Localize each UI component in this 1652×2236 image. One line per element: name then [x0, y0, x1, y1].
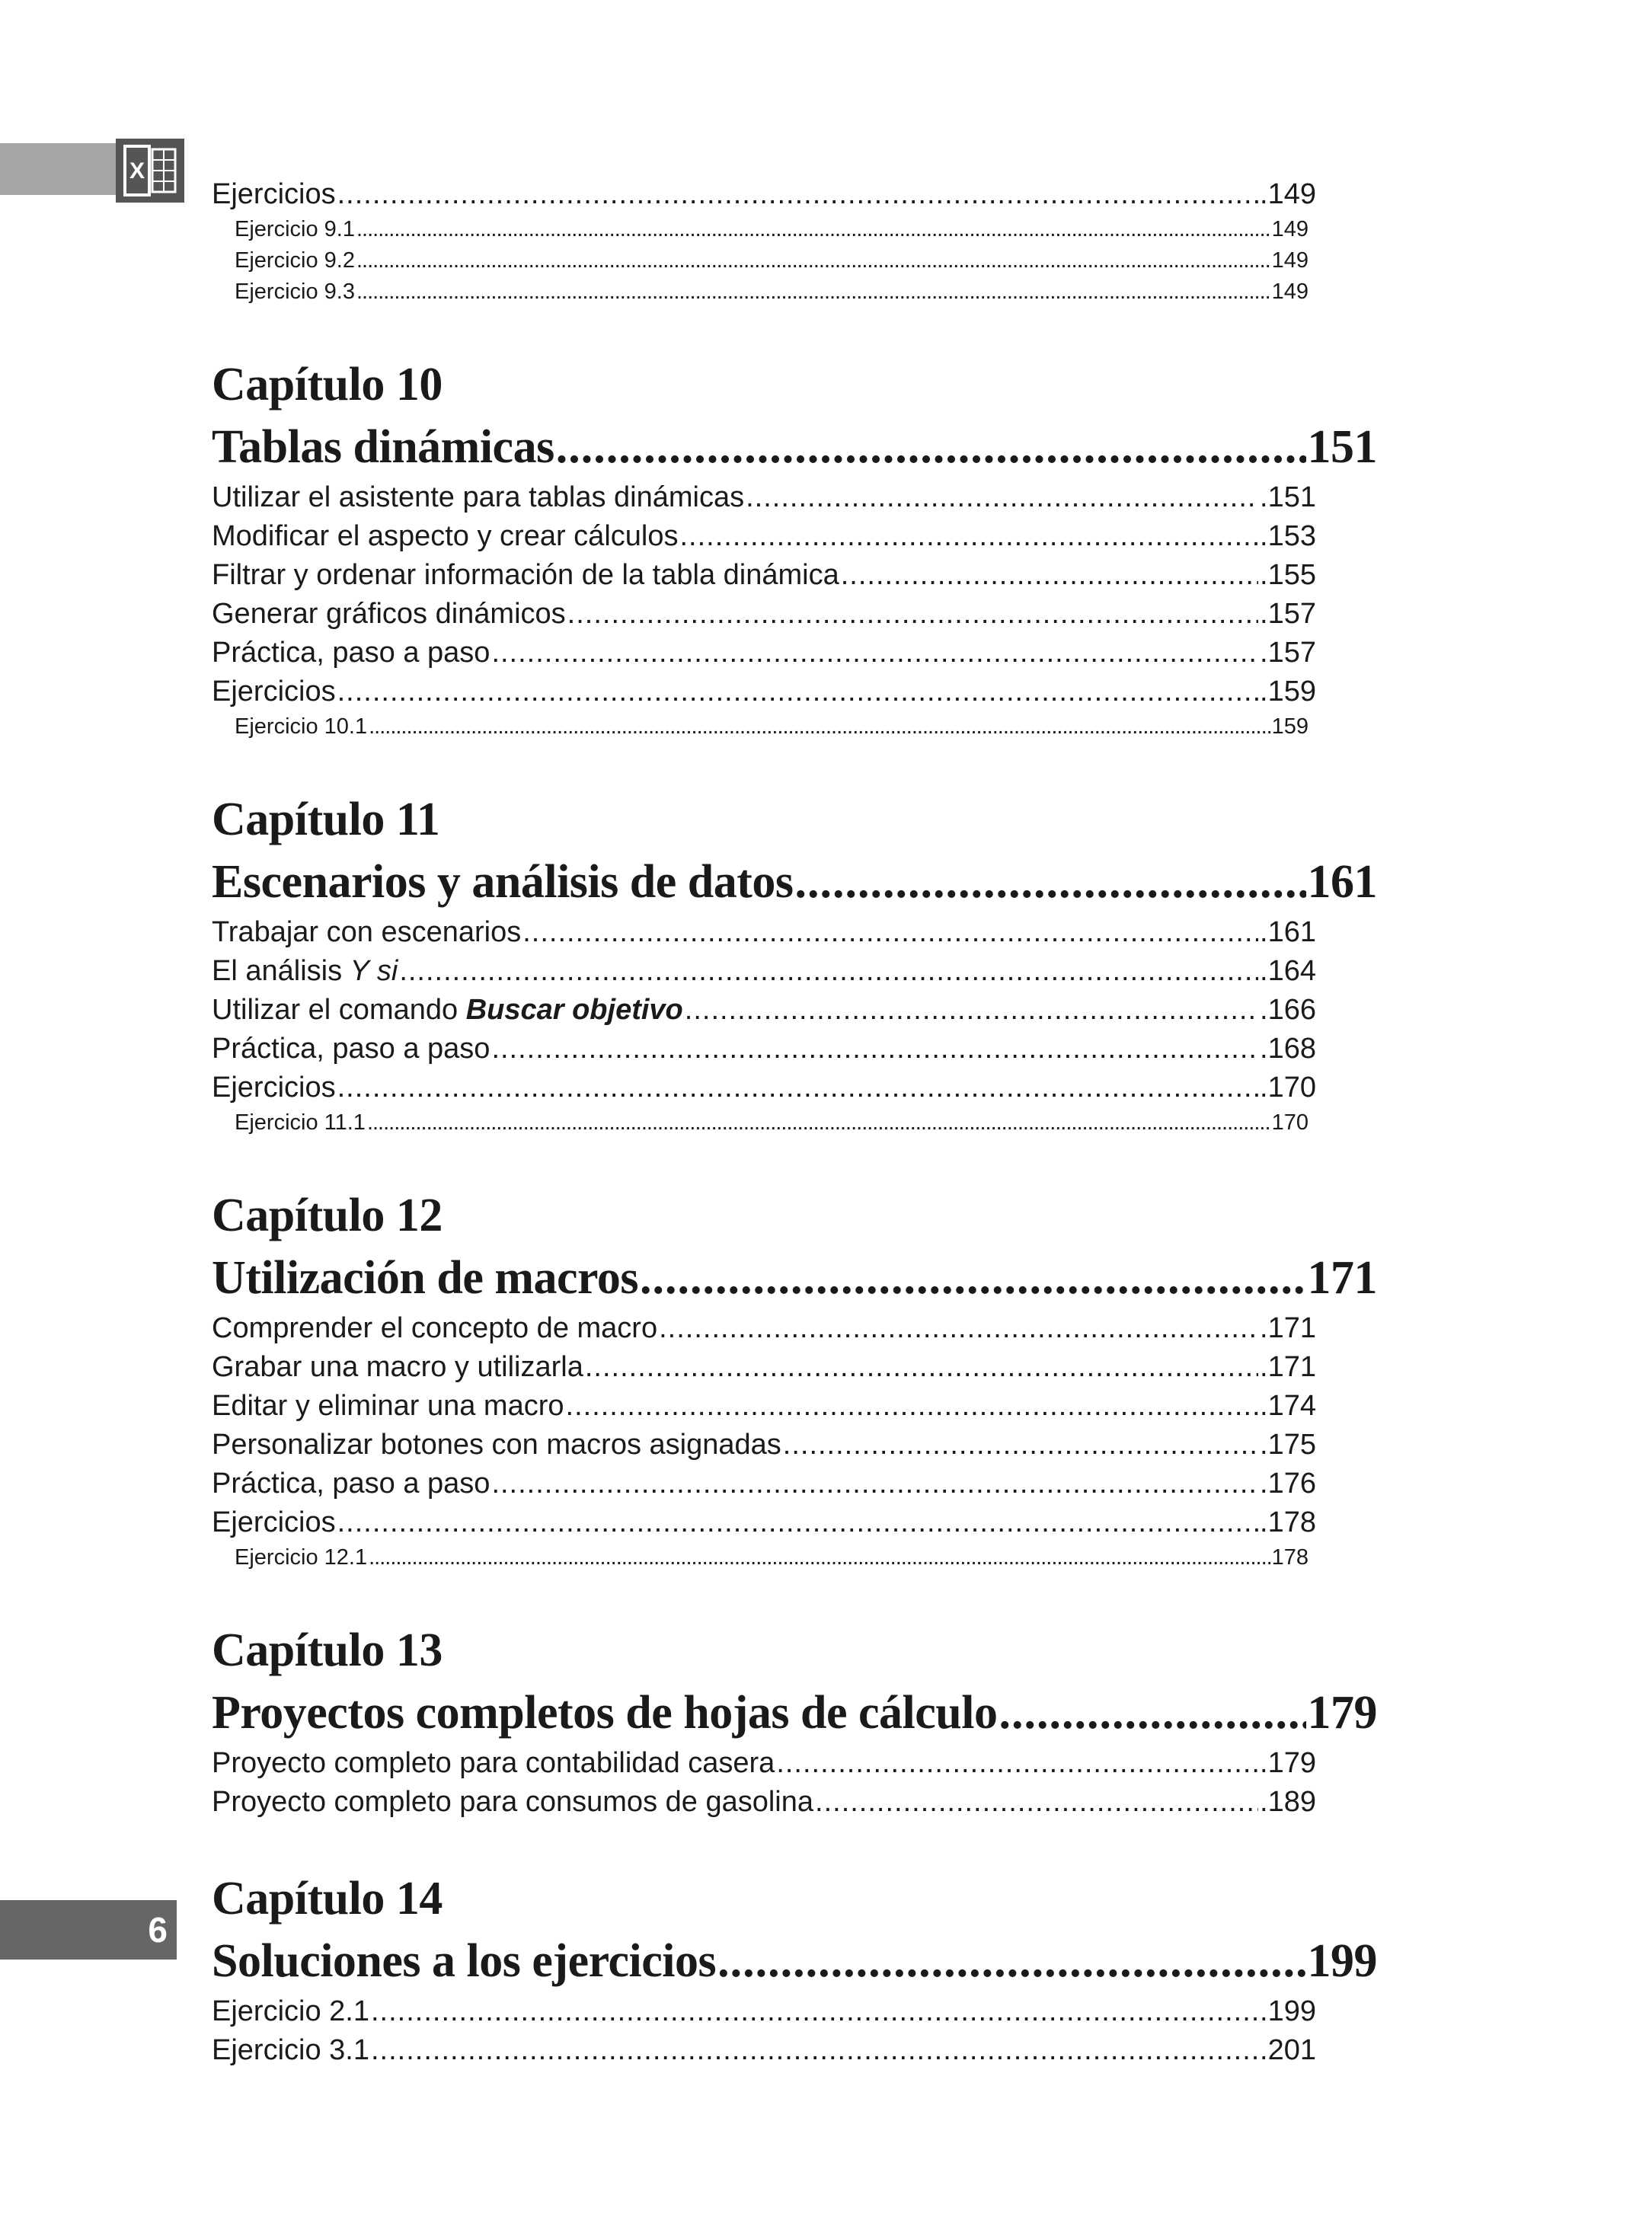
chapter-title: Proyectos completos de hojas de cálculo — [212, 1687, 998, 1739]
toc-entry[interactable] — [212, 672, 1316, 711]
toc-subentry-title: Ejercicio 11.1 — [235, 1110, 366, 1135]
dot-leader — [999, 1682, 1305, 1744]
chapter-page: 179 — [1307, 1687, 1377, 1739]
toc-entry-page: . 157 — [1260, 634, 1316, 672]
dot-leader — [337, 1068, 1258, 1107]
dot-leader — [371, 2031, 1258, 2070]
toc-entry-title: Ejercicio 2.1 — [212, 1995, 369, 2027]
dot-leader — [356, 245, 1270, 276]
toc-entry-title: Práctica, paso a paso — [212, 1033, 490, 1065]
toc-entry-title: Modificar el aspecto y crear cálculos — [212, 520, 679, 552]
toc-subentry[interactable] — [212, 214, 1308, 245]
toc-entry[interactable] — [212, 913, 1316, 952]
dot-leader — [337, 672, 1258, 711]
dot-leader — [491, 1030, 1258, 1068]
toc-chapter-12 — [212, 1184, 1377, 1573]
toc-entry-title: Generar gráficos dinámicos — [212, 598, 566, 630]
dot-leader — [367, 1107, 1270, 1139]
dot-leader — [356, 214, 1270, 245]
toc-entry-page: . 159 — [1260, 672, 1316, 711]
chapter-label: Capítulo 13 — [212, 1624, 443, 1676]
toc-entry[interactable] — [212, 1783, 1316, 1822]
chapter-title: Escenarios y análisis de datos — [212, 856, 794, 908]
toc-entry[interactable] — [212, 595, 1316, 634]
toc-entry-page: . 161 — [1260, 913, 1316, 952]
toc-entry-title: Editar y eliminar una macro — [212, 1390, 564, 1422]
dot-leader — [337, 175, 1258, 214]
dot-leader — [659, 1309, 1258, 1348]
toc-entry[interactable] — [212, 952, 1316, 991]
toc-entry-page: . 171 — [1260, 1309, 1316, 1348]
toc-subentry-page: 149 — [1271, 280, 1308, 304]
dot-leader — [369, 711, 1270, 743]
toc-entry-title: Proyecto completo para contabilidad casera — [212, 1747, 775, 1779]
toc-entry[interactable] — [212, 1309, 1316, 1348]
toc-chapter-10 — [212, 353, 1377, 743]
toc-chapter-11 — [212, 788, 1377, 1139]
toc-subentry[interactable] — [212, 1107, 1308, 1139]
toc-subentry-title: Ejercicio 9.1 — [235, 217, 355, 241]
dot-leader — [371, 1992, 1258, 2031]
toc-entry[interactable] — [212, 1465, 1316, 1503]
toc-entry-title — [212, 952, 398, 991]
toc-entry-page: . 179 — [1260, 1744, 1316, 1783]
toc-subentry-page: 178 — [1271, 1545, 1308, 1570]
toc-entry[interactable] — [212, 1426, 1316, 1465]
toc-entry-title: Ejercicios — [212, 676, 336, 708]
toc-entry[interactable] — [212, 478, 1316, 517]
chapter-label: Capítulo 11 — [212, 794, 440, 845]
chapter-label: Capítulo 10 — [212, 359, 443, 410]
toc-entry-page: . 168 — [1260, 1030, 1316, 1068]
toc-entry-title-emphasis: Y si — [350, 955, 398, 987]
toc-entry[interactable] — [212, 1387, 1316, 1426]
toc-subentry[interactable] — [212, 276, 1308, 308]
toc-entry-title: Trabajar con escenarios — [212, 916, 522, 948]
toc-subentry-title: Ejercicio 9.2 — [235, 248, 355, 273]
toc-subentry-title: Ejercicio 10.1 — [235, 714, 368, 739]
toc-entry-page: . 176 — [1260, 1465, 1316, 1503]
toc-entry-title-prefix: El análisis — [212, 955, 350, 987]
dot-leader — [567, 595, 1258, 634]
header-tab-bar — [0, 143, 128, 195]
toc-subentry-page: 159 — [1271, 714, 1308, 739]
dot-leader — [640, 1247, 1305, 1309]
dot-leader — [491, 634, 1258, 672]
toc-chapter-13 — [212, 1619, 1377, 1822]
chapter-label: Capítulo 12 — [212, 1190, 443, 1241]
toc-subentry-page: 149 — [1271, 217, 1308, 241]
toc-chapter-14 — [212, 1867, 1377, 2070]
chapter-title: Utilización de macros — [212, 1252, 639, 1304]
toc-subentry[interactable] — [212, 1542, 1308, 1573]
toc-entry-title: Proyecto completo para consumos de gasolina — [212, 1786, 814, 1818]
toc-entry-title: Práctica, paso a paso — [212, 1468, 490, 1500]
toc-intro-block — [212, 175, 1377, 308]
chapter-label: Capítulo 14 — [212, 1873, 443, 1925]
dot-leader — [491, 1465, 1258, 1503]
page-number — [0, 1900, 177, 1960]
toc-entry-page: . 201 — [1260, 2031, 1316, 2070]
page-number-text: 6 — [148, 1910, 168, 1950]
toc-entry-title: Comprender el concepto de macro — [212, 1312, 658, 1344]
toc-subentry-page: 149 — [1271, 248, 1308, 273]
toc-entry-title: Grabar una macro y utilizarla — [212, 1351, 583, 1383]
chapter-title-row[interactable] — [212, 416, 1377, 478]
toc-entry-title: Utilizar el asistente para tablas dinámicas — [212, 481, 745, 513]
dot-leader — [841, 556, 1258, 595]
toc-entry-page: . 170 — [1260, 1068, 1316, 1107]
dot-leader — [369, 1542, 1270, 1573]
toc-entry[interactable] — [212, 517, 1316, 556]
dot-leader — [337, 1503, 1258, 1542]
toc-entry-page: . 174 — [1260, 1387, 1316, 1426]
toc-entry-page: . 189 — [1260, 1783, 1316, 1822]
chapter-title: Soluciones a los ejercicios — [212, 1935, 717, 1987]
dot-leader — [717, 1930, 1305, 1992]
chapter-page: 151 — [1307, 421, 1377, 473]
dot-leader — [776, 1744, 1258, 1783]
dot-leader — [746, 478, 1258, 517]
toc-entry-page: . 151 — [1260, 478, 1316, 517]
toc-entry[interactable] — [212, 1992, 1316, 2031]
toc-entry-page: . 178 — [1260, 1503, 1316, 1542]
toc-entry[interactable] — [212, 175, 1316, 214]
chapter-title-row[interactable] — [212, 1247, 1377, 1309]
toc-entry-title-strong: Buscar objetivo — [465, 994, 683, 1026]
table-of-contents — [212, 175, 1377, 2070]
dot-leader — [399, 952, 1258, 991]
dot-leader — [679, 517, 1258, 556]
toc-entry-title: Ejercicios — [212, 1506, 336, 1538]
toc-entry-title — [212, 991, 683, 1030]
toc-entry-title: Ejercicios — [212, 178, 336, 210]
toc-entry[interactable] — [212, 1503, 1316, 1542]
toc-entry-page: . 199 — [1260, 1992, 1316, 2031]
toc-entry[interactable] — [212, 1030, 1316, 1068]
toc-entry[interactable] — [212, 1348, 1316, 1387]
toc-entry[interactable] — [212, 2031, 1316, 2070]
toc-entry-page: . 153 — [1260, 517, 1316, 556]
toc-subentry-page: 170 — [1271, 1110, 1308, 1135]
chapter-page: 171 — [1307, 1252, 1377, 1304]
dot-leader — [522, 913, 1258, 952]
chapter-page: 161 — [1307, 856, 1377, 908]
toc-subentry[interactable] — [212, 711, 1308, 743]
toc-entry-title: Ejercicios — [212, 1072, 336, 1104]
toc-subentry[interactable] — [212, 245, 1308, 276]
dot-leader — [685, 991, 1258, 1030]
toc-entry-title: Práctica, paso a paso — [212, 637, 490, 669]
toc-entry[interactable] — [212, 556, 1316, 595]
excel-icon — [116, 139, 184, 203]
toc-entry-title-prefix: Utilizar el comando — [212, 994, 466, 1026]
toc-entry-page: . 166 — [1260, 991, 1316, 1030]
toc-entry[interactable] — [212, 991, 1316, 1030]
dot-leader — [815, 1783, 1258, 1822]
chapter-title-row[interactable] — [212, 851, 1377, 913]
dot-leader — [556, 416, 1306, 478]
dot-leader — [566, 1387, 1259, 1426]
chapter-page: 199 — [1307, 1935, 1377, 1987]
toc-entry-page: . 149 — [1260, 175, 1316, 214]
chapter-title-row[interactable] — [212, 1930, 1377, 1992]
toc-subentry-title: Ejercicio 9.3 — [235, 280, 355, 304]
toc-entry-page: . 175 — [1260, 1426, 1316, 1465]
toc-entry-page: . 157 — [1260, 595, 1316, 634]
chapter-title-row[interactable] — [212, 1682, 1377, 1744]
toc-entry[interactable] — [212, 1744, 1316, 1783]
toc-entry-page: . 155 — [1260, 556, 1316, 595]
toc-entry-title: Ejercicio 3.1 — [212, 2034, 369, 2066]
toc-subentry-title: Ejercicio 12.1 — [235, 1545, 368, 1570]
toc-entry[interactable] — [212, 634, 1316, 672]
toc-entry-page: . 164 — [1260, 952, 1316, 991]
dot-leader — [783, 1426, 1258, 1465]
dot-leader — [585, 1348, 1258, 1387]
toc-entry-title: Filtrar y ordenar información de la tabla dinámica — [212, 559, 839, 591]
chapter-title: Tablas dinámicas — [212, 421, 554, 473]
dot-leader — [795, 851, 1306, 913]
dot-leader — [356, 276, 1270, 308]
toc-entry-title: Personalizar botones con macros asignadas — [212, 1429, 781, 1461]
toc-entry[interactable] — [212, 1068, 1316, 1107]
toc-entry-page: . 171 — [1260, 1348, 1316, 1387]
excel-icon-letter: X — [129, 158, 145, 184]
